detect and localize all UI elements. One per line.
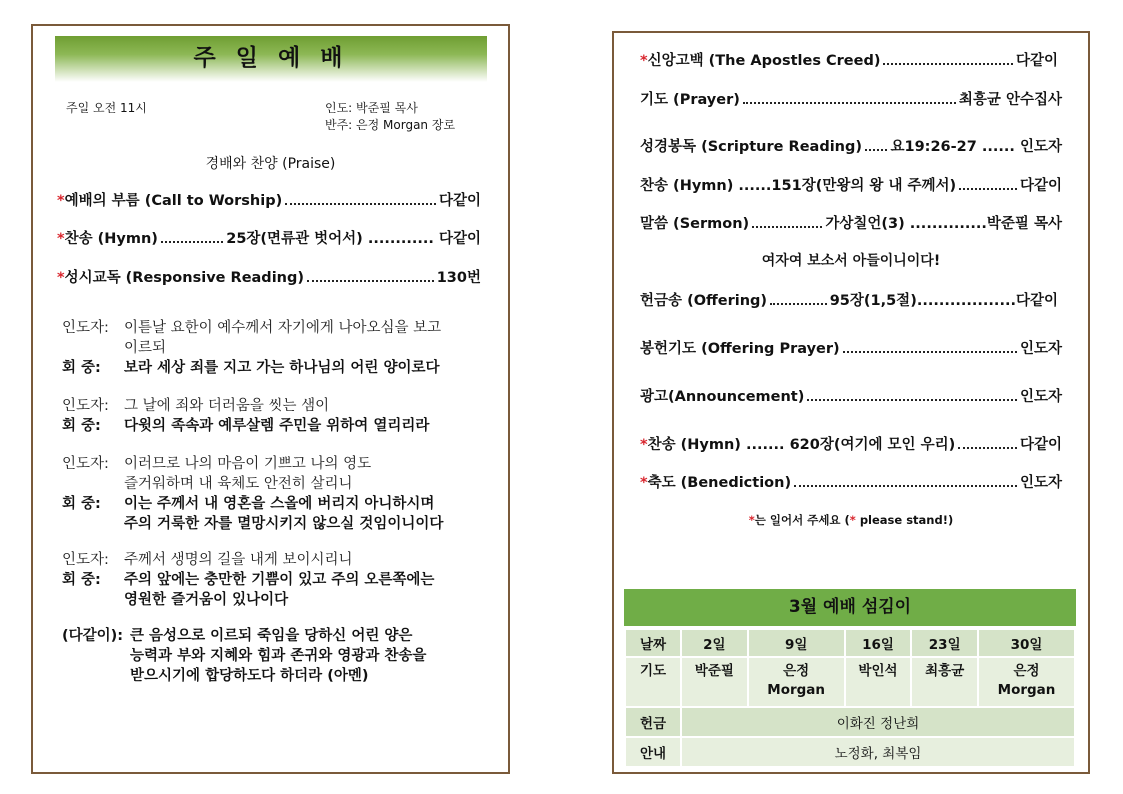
dotted-leader bbox=[752, 226, 822, 228]
item-label: 말씀 (Sermon) bbox=[640, 216, 750, 232]
sermon-title: 여자여 보소서 아들이니이다! bbox=[761, 253, 941, 269]
item-label: 찬송 (Hymn) ....... 620장(여기에 모인 우리) bbox=[647, 437, 956, 453]
dotted-leader bbox=[959, 188, 1017, 190]
row-label: 기도 bbox=[625, 657, 681, 707]
order-item-offering bbox=[640, 289, 1058, 310]
responsive-block-3 bbox=[62, 454, 492, 534]
congregation-line: 주의 앞에는 충만한 기쁨이 있고 주의 오른쪽에는 bbox=[124, 572, 435, 588]
responsive-block-1 bbox=[62, 318, 492, 378]
leader-line: 그 날에 죄와 더러움을 씻는 샘이 bbox=[124, 398, 330, 414]
item-value: 다같이 bbox=[1019, 178, 1062, 194]
order-item-call-to-worship bbox=[57, 189, 481, 210]
dotted-leader bbox=[770, 303, 827, 305]
item-label: 찬송 (Hymn) bbox=[64, 231, 158, 247]
congregation-label: 회 중: bbox=[62, 360, 101, 376]
table-row bbox=[625, 657, 1075, 707]
row-label: 헌금 bbox=[625, 707, 681, 737]
item-value: 다같이 bbox=[1019, 437, 1062, 453]
page-title: 주 일 예 배 bbox=[193, 45, 349, 71]
item-label: 성시교독 (Responsive Reading) bbox=[64, 270, 304, 286]
date-cell: 9일 bbox=[748, 629, 845, 657]
item-value: 인도자 bbox=[1019, 389, 1062, 405]
order-item-hymn-620 bbox=[640, 433, 1062, 454]
stand-star: * bbox=[640, 437, 648, 453]
leader-line: 주께서 생명의 길을 내게 보이시리니 bbox=[124, 552, 353, 568]
table-row bbox=[625, 707, 1075, 737]
congregation-line: 영원한 즐거움이 있나이다 bbox=[124, 592, 289, 608]
item-value: 가상칠언(3) ..............박준필 목사 bbox=[825, 216, 1062, 232]
dotted-leader bbox=[743, 102, 956, 104]
item-label: 성경봉독 (Scripture Reading) bbox=[640, 139, 862, 155]
item-value: 인도자 bbox=[1019, 341, 1062, 357]
item-value: 요19:26-27 ...... 인도자 bbox=[890, 139, 1062, 155]
stand-star: * bbox=[57, 231, 65, 247]
schedule-title: 3월 예배 섬김이 bbox=[624, 589, 1076, 626]
item-value: 인도자 bbox=[1019, 475, 1062, 491]
date-cell: 23일 bbox=[911, 629, 978, 657]
item-label: 축도 (Benediction) bbox=[647, 475, 792, 491]
stand-star: * bbox=[640, 475, 648, 491]
row-label: 날짜 bbox=[625, 629, 681, 657]
congregation-label: 회 중: bbox=[62, 496, 101, 512]
together-line: 받으시기에 합당하도다 하더라 (아멘) bbox=[130, 668, 369, 684]
item-value: 다같이 bbox=[1015, 53, 1058, 69]
leader-line: 이러므로 나의 마음이 기쁘고 나의 영도 bbox=[124, 456, 372, 472]
item-label: 신앙고백 (The Apostles Creed) bbox=[647, 53, 881, 69]
date-cell: 2일 bbox=[681, 629, 748, 657]
together-block bbox=[62, 626, 492, 686]
leader-line: 즐거워하며 내 육체도 안전히 살리니 bbox=[124, 476, 353, 492]
leader-line: 이튿날 요한이 예수께서 자기에게 나아오심을 보고 bbox=[124, 320, 442, 336]
leader-line: 이르되 bbox=[124, 340, 167, 356]
table-row bbox=[625, 737, 1075, 767]
prayer-cell: 박준필 bbox=[681, 657, 748, 707]
item-value: 다같이 bbox=[438, 193, 481, 209]
item-label: 헌금송 (Offering) bbox=[640, 293, 768, 309]
pianist-info: 반주: 은정 Morgan 장로 bbox=[325, 118, 456, 132]
praise-heading: 경배와 찬양 (Praise) bbox=[205, 156, 336, 172]
stand-star: * bbox=[57, 193, 65, 209]
dotted-leader bbox=[958, 447, 1017, 449]
order-item-creed bbox=[640, 49, 1058, 70]
order-item-announcement bbox=[640, 385, 1062, 406]
service-time: 주일 오전 11시 bbox=[66, 101, 147, 115]
guide-cell: 노정화, 최복임 bbox=[681, 737, 1075, 767]
order-item-responsive-reading bbox=[57, 266, 481, 287]
item-value: 최흥균 안수집사 bbox=[958, 92, 1062, 108]
dotted-leader bbox=[883, 63, 1013, 65]
stand-star: * bbox=[57, 270, 65, 286]
item-label: 찬송 (Hymn) ......151장(만왕의 왕 내 주께서) bbox=[640, 178, 957, 194]
schedule-table bbox=[624, 628, 1076, 768]
leader-info: 인도: 박준필 목사 bbox=[325, 101, 418, 115]
dotted-leader bbox=[307, 280, 434, 282]
dotted-leader bbox=[161, 241, 223, 243]
responsive-block-4 bbox=[62, 550, 492, 610]
item-label: 봉헌기도 (Offering Prayer) bbox=[640, 341, 840, 357]
dotted-leader bbox=[843, 351, 1017, 353]
together-line: 큰 음성으로 이르되 죽임을 당하신 어린 양은 bbox=[130, 628, 413, 644]
row-label: 안내 bbox=[625, 737, 681, 767]
together-line: 능력과 부와 지혜와 힘과 존귀와 영광과 찬송을 bbox=[130, 648, 427, 664]
congregation-line: 주의 거룩한 자를 멸망시키지 않으실 것임이니이다 bbox=[124, 516, 444, 532]
order-item-benediction bbox=[640, 471, 1062, 492]
prayer-cell: 은정 Morgan bbox=[978, 657, 1075, 707]
item-value: 130번 bbox=[436, 270, 481, 286]
dotted-leader bbox=[285, 203, 436, 205]
responsive-block-2 bbox=[62, 396, 492, 436]
order-item-hymn-151 bbox=[640, 174, 1062, 195]
leader-label: 인도자: bbox=[62, 552, 109, 568]
offering-cell: 이화진 정난희 bbox=[681, 707, 1075, 737]
congregation-line: 다윗의 족속과 예루살렘 주민을 위하여 열리리라 bbox=[124, 418, 430, 434]
prayer-cell: 박인석 bbox=[845, 657, 912, 707]
leader-label: 인도자: bbox=[62, 398, 109, 414]
prayer-cell: 최흥균 bbox=[911, 657, 978, 707]
dotted-leader bbox=[807, 399, 1017, 401]
dotted-leader bbox=[794, 485, 1017, 487]
congregation-line: 보라 세상 죄를 지고 가는 하나님의 어린 양이로다 bbox=[124, 360, 440, 376]
item-label: 기도 (Prayer) bbox=[640, 92, 740, 108]
leader-label: 인도자: bbox=[62, 456, 109, 472]
prayer-cell: 은정 Morgan bbox=[748, 657, 845, 707]
stand-note: *는 일어서 주세요 (* please stand!) bbox=[748, 513, 954, 527]
stand-star: * bbox=[640, 53, 648, 69]
congregation-label: 회 중: bbox=[62, 572, 101, 588]
order-item-offering-prayer bbox=[640, 337, 1062, 358]
leader-label: 인도자: bbox=[62, 320, 109, 336]
congregation-line: 이는 주께서 내 영혼을 스올에 버리지 아니하시며 bbox=[124, 496, 435, 512]
together-label: (다같이): bbox=[62, 628, 124, 644]
order-item-prayer bbox=[640, 88, 1062, 109]
item-label: 광고(Announcement) bbox=[640, 389, 805, 405]
date-cell: 30일 bbox=[978, 629, 1075, 657]
dotted-leader bbox=[865, 149, 887, 151]
item-label: 예배의 부름 (Call to Worship) bbox=[64, 193, 283, 209]
order-item-scripture bbox=[640, 135, 1062, 156]
item-value: 95장(1,5절)..................다같이 bbox=[829, 293, 1058, 309]
table-row bbox=[625, 629, 1075, 657]
order-item-hymn bbox=[57, 227, 481, 248]
date-cell: 16일 bbox=[845, 629, 912, 657]
item-value: 25장(면류관 벗어서) ............ 다같이 bbox=[226, 231, 481, 247]
congregation-label: 회 중: bbox=[62, 418, 101, 434]
order-item-sermon bbox=[640, 212, 1062, 233]
